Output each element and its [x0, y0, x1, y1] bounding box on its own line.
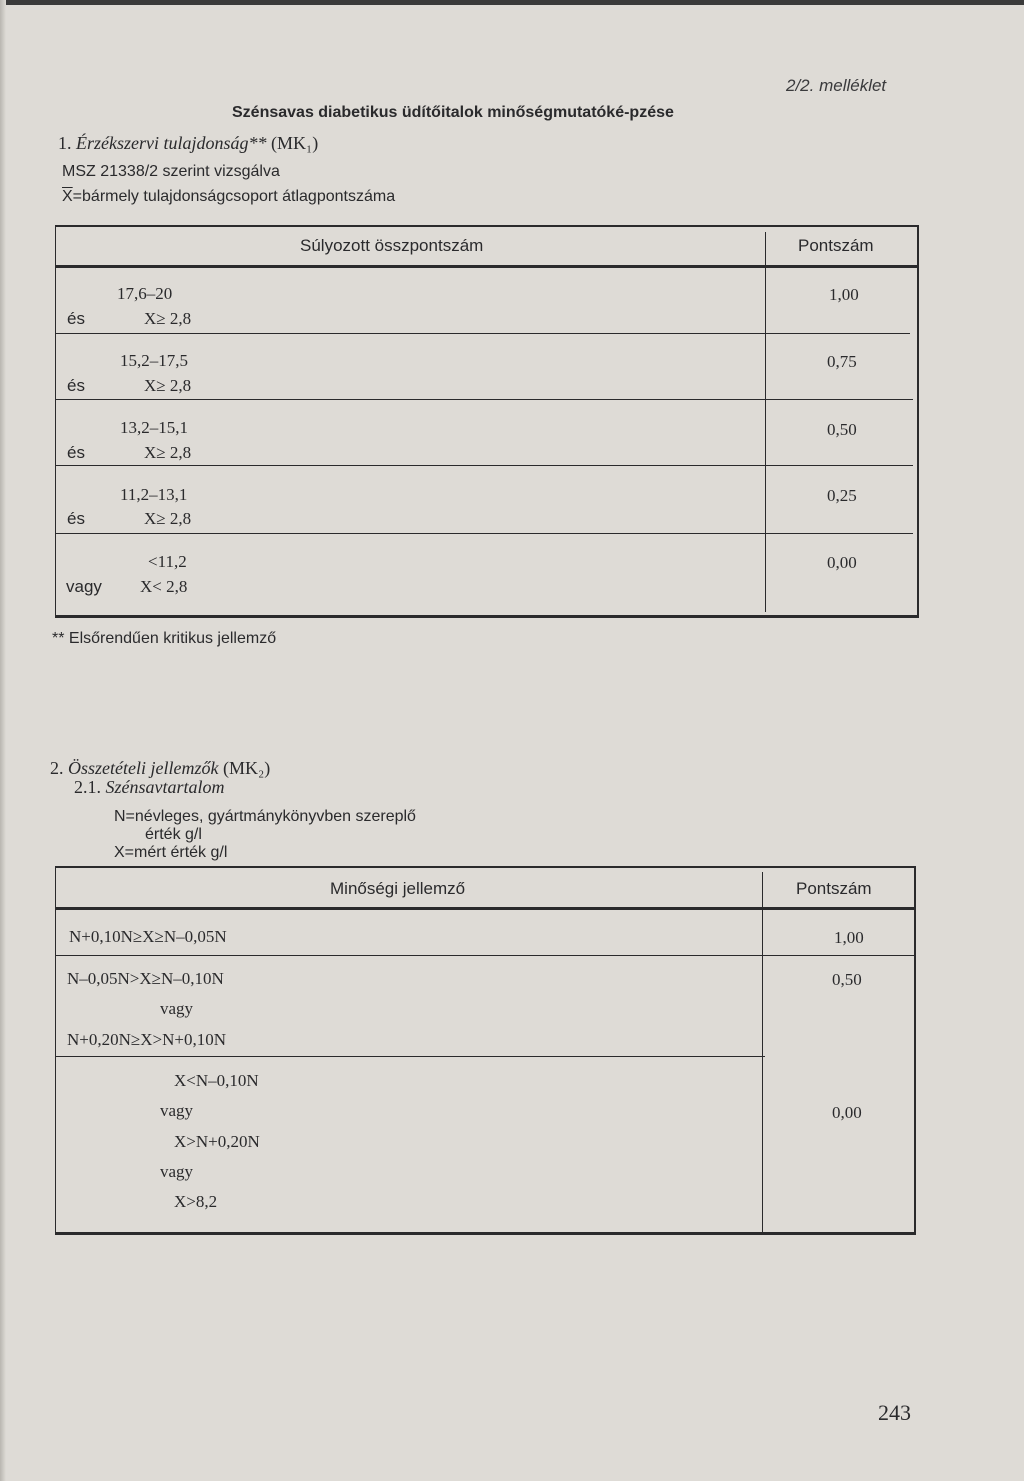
- section2-code: (MK₂): [222, 758, 271, 778]
- page-title: Szénsavas diabetikus üdítőitalok minőségmutatóké-pzése: [232, 104, 674, 121]
- table1-row2-conn: és: [67, 376, 85, 395]
- table1-row5-cond: X< 2,8: [140, 577, 188, 596]
- table2-row3-or1: vagy: [160, 1101, 194, 1120]
- footnote: ** Elsőrendűen kritikus jellemző: [52, 630, 277, 647]
- table1-row1-range: 17,6–20: [117, 284, 173, 303]
- x-symbol: $\overline{X}$: [62, 188, 73, 205]
- subsection-title: Szénsavtartalom: [105, 777, 225, 797]
- table1-row2-range: 15,2–17,5: [120, 351, 188, 370]
- table1-row2-cond: X≥ 2,8: [144, 376, 192, 395]
- table1-row1-conn: és: [67, 309, 85, 328]
- table1-row5-range: <11,2: [148, 552, 187, 571]
- table2-row2-expr1: N–0,05N>X≥N–0,10N: [67, 969, 224, 988]
- table2-row3-expr1: X<N–0,10N: [174, 1071, 259, 1090]
- table1-row4-range: 11,2–13,1: [120, 485, 188, 504]
- table2-row3-expr2: X>N+0,20N: [174, 1132, 260, 1151]
- section1-definition: [62, 188, 395, 206]
- table2-col1-header: Minőségi jellemző: [330, 879, 466, 898]
- table2-row1-points: 1,00: [834, 928, 864, 947]
- section1-number: 1.: [58, 133, 72, 153]
- section1-title: Érzékszervi tulajdonság**: [76, 133, 267, 153]
- table2-row3-or2: vagy: [160, 1162, 194, 1181]
- table1-row3-conn: és: [67, 443, 85, 462]
- table2-col2-header: Pontszám: [796, 879, 872, 898]
- section2-subheading: [74, 777, 225, 798]
- definition-x: X=mért érték g/l: [114, 844, 228, 861]
- appendix-label: 2/2. melléklet: [786, 76, 887, 95]
- subsection-number: 2.1.: [74, 777, 101, 797]
- table1-row4-cond: X≥ 2,8: [144, 509, 192, 528]
- definition-n-unit: érték g/l: [145, 826, 202, 843]
- table1-row2-points: 0,75: [827, 352, 857, 371]
- table1-row3-range: 13,2–15,1: [120, 418, 188, 437]
- table1-row4-conn: és: [67, 509, 85, 528]
- section1-standard: MSZ 21338/2 szerint vizsgálva: [62, 163, 280, 180]
- table2-row3-points: 0,00: [832, 1103, 862, 1122]
- section2-heading: [50, 758, 270, 779]
- table1-row3-cond: X≥ 2,8: [144, 443, 192, 462]
- table1-row4-points: 0,25: [827, 486, 857, 505]
- table2-row3-expr3: X>8,2: [174, 1192, 218, 1211]
- table1-row1-cond: X≥ 2,8: [144, 309, 192, 328]
- definition-n: N=névleges, gyártmánykönyvben szereplő: [114, 808, 416, 825]
- page-top-edge: [0, 0, 1024, 5]
- page-left-edge: [0, 0, 6, 1481]
- table1-row5-conn: vagy: [66, 577, 102, 596]
- section2-number: 2.: [50, 758, 64, 778]
- table2-row2-points: 0,50: [832, 970, 862, 989]
- table2-row1-expr: N+0,10N≥X≥N–0,05N: [69, 927, 227, 946]
- table1-row1-points: 1,00: [829, 285, 859, 304]
- table1-row5-points: 0,00: [827, 553, 857, 572]
- section2-title: Összetételi jellemzők: [68, 758, 219, 778]
- table1-col2-header: Pontszám: [798, 236, 874, 255]
- table1-row3-points: 0,50: [827, 420, 857, 439]
- definition-text: =bármely tulajdonságcsoport átlagpontszáma: [72, 188, 396, 205]
- section1-heading: [58, 133, 318, 154]
- table1-col1-header: Súlyozott összpontszám: [300, 236, 484, 255]
- table2-row2-or: vagy: [160, 999, 194, 1018]
- section1-code: (MK₁): [271, 133, 319, 153]
- page-number: 243: [878, 1400, 911, 1425]
- table2-row2-expr2: N+0,20N≥X>N+0,10N: [67, 1030, 226, 1049]
